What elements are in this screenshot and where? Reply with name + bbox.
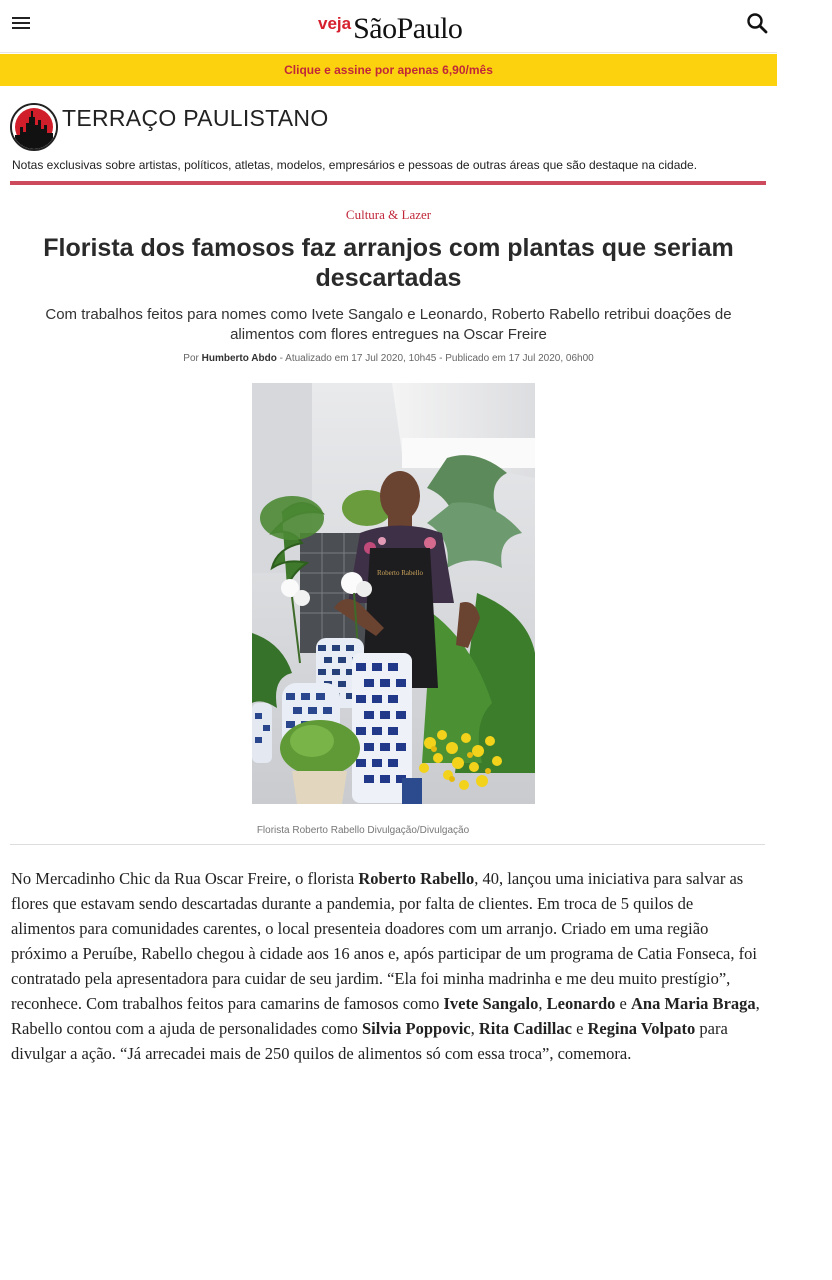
body-bold-name: Ivete Sangalo xyxy=(443,994,539,1013)
byline-prefix: Por xyxy=(183,353,199,364)
search-icon[interactable] xyxy=(746,12,768,34)
article-photo xyxy=(252,383,535,804)
article-headline: Florista dos famosos faz arranjos com plantas que seriam descartadas xyxy=(43,234,734,292)
top-header xyxy=(0,0,777,53)
subscribe-banner[interactable] xyxy=(0,54,777,86)
photo-apron-text: Roberto Rabello xyxy=(376,569,424,577)
blog-title[interactable]: TERRAÇO PAULISTANO xyxy=(62,105,329,131)
body-bold-name: Silvia Poppovic xyxy=(361,1019,471,1038)
body-bold-name: Rita Cadillac xyxy=(478,1019,572,1038)
body-text-segment: e xyxy=(615,994,631,1013)
logo-saopaulo-text: SãoPaulo xyxy=(353,12,463,45)
body-text-segment: para divulgar a ação. “Já arrecadei mais de 250 quilos de alimentos só com essa troca”, comemora. xyxy=(11,1019,728,1063)
subscribe-banner-text: Clique e assine por apenas 6,90/mês xyxy=(284,63,493,77)
logo-veja-text: veja xyxy=(318,14,352,33)
article-byline xyxy=(0,353,777,364)
article-divider xyxy=(10,844,765,845)
blog-divider xyxy=(10,181,766,185)
article-subtitle: Com trabalhos feitos para nomes como Ivete Sangalo e Leonardo, Roberto Rabello retribui doações de alimentos com flores entregues na Oscar Freire xyxy=(45,306,732,343)
body-text-segment: e xyxy=(571,1019,588,1038)
hamburger-menu-icon[interactable] xyxy=(12,15,30,31)
body-text-segment: , 40, lançou uma iniciativa para salvar as flores que estavam sendo descartadas durante a pandemia, por falta de clientes. Em troca de 5 quilos de alimentos para comunidades carentes, o local presenteia doadores com um arranjo. Criado em uma região próximo a Peruíbe, Rabello chegou à cidade aos 16 anos e, após participar de um programa de Catia Fonseca, foi contratado pela apresentadora para cuidar de seu jardim. “Ela foi minha madrinha e me deu muito prestígio”, reconhece. Com trabalhos feitos para camarins de famosos como xyxy=(11,869,757,1013)
body-bold-name: Regina Volpato xyxy=(587,1019,696,1038)
byline-author[interactable]: Humberto Abdo xyxy=(201,353,277,364)
blog-logo-icon[interactable] xyxy=(10,103,58,151)
body-text-segment: , Rabello contou com a ajuda de personalidades como xyxy=(11,994,760,1038)
body-text-segment: , xyxy=(538,994,547,1013)
body-bold-name: Ana Maria Braga xyxy=(630,994,756,1013)
body-bold-name: Leonardo xyxy=(546,994,616,1013)
site-logo[interactable] xyxy=(318,8,462,44)
body-text-segment: , xyxy=(470,1019,479,1038)
blog-description: Notas exclusivas sobre artistas, políticos, atletas, modelos, empresários e pessoas de outras áreas que são destaque na cidade. xyxy=(12,158,698,172)
photo-caption: Florista Roberto Rabello Divulgação/Divulgação xyxy=(256,825,470,836)
article-category[interactable]: Cultura & Lazer xyxy=(345,207,432,222)
article-body xyxy=(11,866,761,1066)
body-text-segment: No Mercadinho Chic da Rua Oscar Freire, o florista xyxy=(11,869,359,888)
body-bold-name: Roberto Rabello xyxy=(358,869,475,888)
byline-dates: - Atualizado em 17 Jul 2020, 10h45 - Publicado em 17 Jul 2020, 06h00 xyxy=(279,353,594,364)
